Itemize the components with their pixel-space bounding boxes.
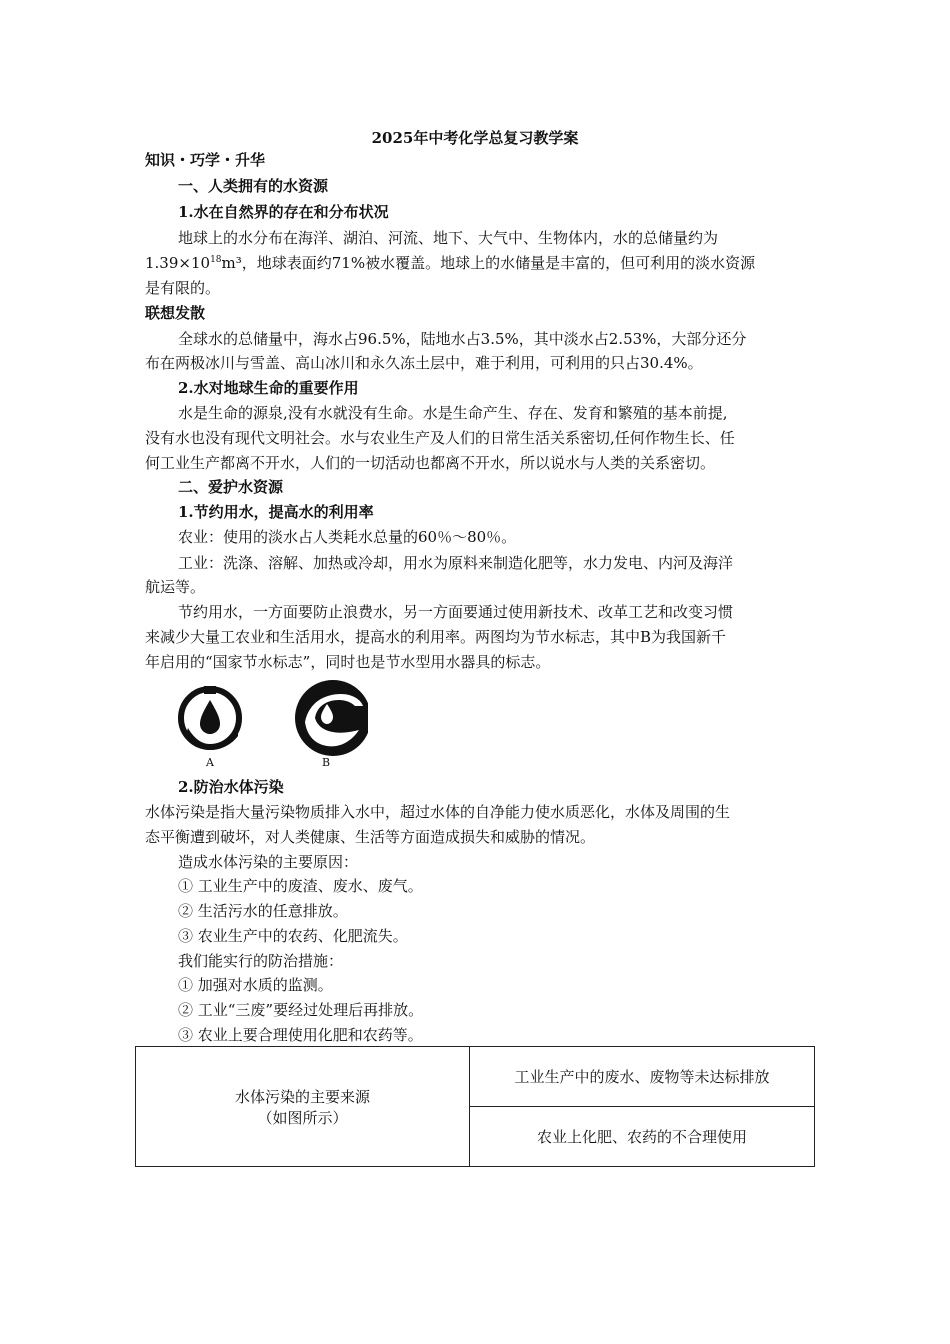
heading-protect-water: 二、爱护水资源 (178, 478, 284, 496)
list-item: ② 工业“三废”要经过处理后再排放。 (178, 1001, 424, 1019)
paragraph-line: 何工业生产都离不开水，人们的一切活动也都离不开水，所以说水与人类的关系密切。 (145, 454, 716, 472)
paragraph-line: 农业：使用的淡水占人类耗水总量的60％～80％。 (178, 528, 517, 546)
paragraph-line: 工业：洗涤、溶解、加热或冷却，用水为原料来制造化肥等，水力发电、内河及海洋 (178, 554, 734, 572)
paragraph-line: 全球水的总储量中，海水占96.5%，陆地水占3.5%，其中淡水占2.53%，大部分还分 (178, 330, 747, 348)
paragraph-line: 没有水也没有现代文明社会。水与农业生产及人们的日常生活关系密切,任何作物生长、任 (145, 429, 735, 447)
logo-label-a: A (206, 756, 214, 769)
logo-label-b: B (322, 756, 331, 769)
heading-water-resources: 一、人类拥有的水资源 (178, 177, 329, 195)
pollution-sources-table (135, 1046, 815, 1167)
paragraph-line: $1.39\times 10^{18}m^3$，地球表面约71%被水覆盖。地球上的水储量是丰富的，但可利用的淡水资源 (145, 254, 756, 272)
paragraph-line: 我们能实行的防治措施： (178, 952, 344, 970)
document-title: 2025年中考化学总复习教学案 (371, 129, 579, 147)
paragraph-line: 水体污染是指大量污染物质排入水中，超过水体的自净能力使水质恶化，水体及周围的生 (145, 803, 731, 821)
water-drop-wave-icon (295, 680, 368, 756)
section-label-lianxiang: 联想发散 (145, 304, 206, 322)
table-cell-source-label: 水体污染的主要来源 （如图所示） (136, 1047, 470, 1167)
paragraph-line: 布在两极冰川与雪盖、高山冰川和永久冻土层中，难于利用，可利用的只占30.4%。 (145, 354, 703, 372)
water-drop-hand-icon (181, 686, 239, 750)
subheading-distribution: 1.水在自然界的存在和分布状况 (178, 203, 389, 221)
paragraph-line: 造成水体污染的主要原因： (178, 853, 359, 871)
table-cell-agriculture: 农业上化肥、农药的不合理使用 (470, 1107, 815, 1167)
list-item: ① 工业生产中的废渣、废水、废气。 (178, 877, 423, 895)
subheading-prevent-pollution: 2.防治水体污染 (178, 778, 284, 796)
paragraph-line: 地球上的水分布在海洋、湖泊、河流、地下、大气中、生物体内，水的总储量约为 (178, 229, 719, 247)
table-cell-industry: 工业生产中的废水、废物等未达标排放 (470, 1047, 815, 1107)
paragraph-line: 是有限的。 (145, 279, 221, 297)
subheading-importance: 2.水对地球生命的重要作用 (178, 379, 359, 397)
section-label-zhishi: 知识・巧学・升华 (145, 151, 266, 169)
paragraph-line: 节约用水，一方面要防止浪费水，另一方面要通过使用新技术、改革工艺和改变习惯 (178, 603, 734, 621)
paragraph-line: 航运等。 (145, 578, 206, 596)
paragraph-line: 年启用的“国家节水标志”，同时也是节水型用水器具的标志。 (145, 653, 551, 671)
list-item: ② 生活污水的任意排放。 (178, 902, 348, 920)
subheading-save-water: 1.节约用水，提高水的利用率 (178, 503, 374, 521)
list-item: ③ 农业生产中的农药、化肥流失。 (178, 927, 408, 945)
paragraph-line: 态平衡遭到破坏，对人类健康、生活等方面造成损失和威胁的情况。 (145, 828, 596, 846)
paragraph-line: 来减少大量工农业和生活用水，提高水的利用率。两图均为节水标志，其中B为我国新千 (145, 628, 727, 646)
list-item: ③ 农业上要合理使用化肥和农药等。 (178, 1026, 423, 1044)
paragraph-line: 水是生命的源泉,没有水就没有生命。水是生命产生、存在、发育和繁殖的基本前提, (178, 404, 728, 422)
list-item: ① 加强对水质的监测。 (178, 976, 333, 994)
